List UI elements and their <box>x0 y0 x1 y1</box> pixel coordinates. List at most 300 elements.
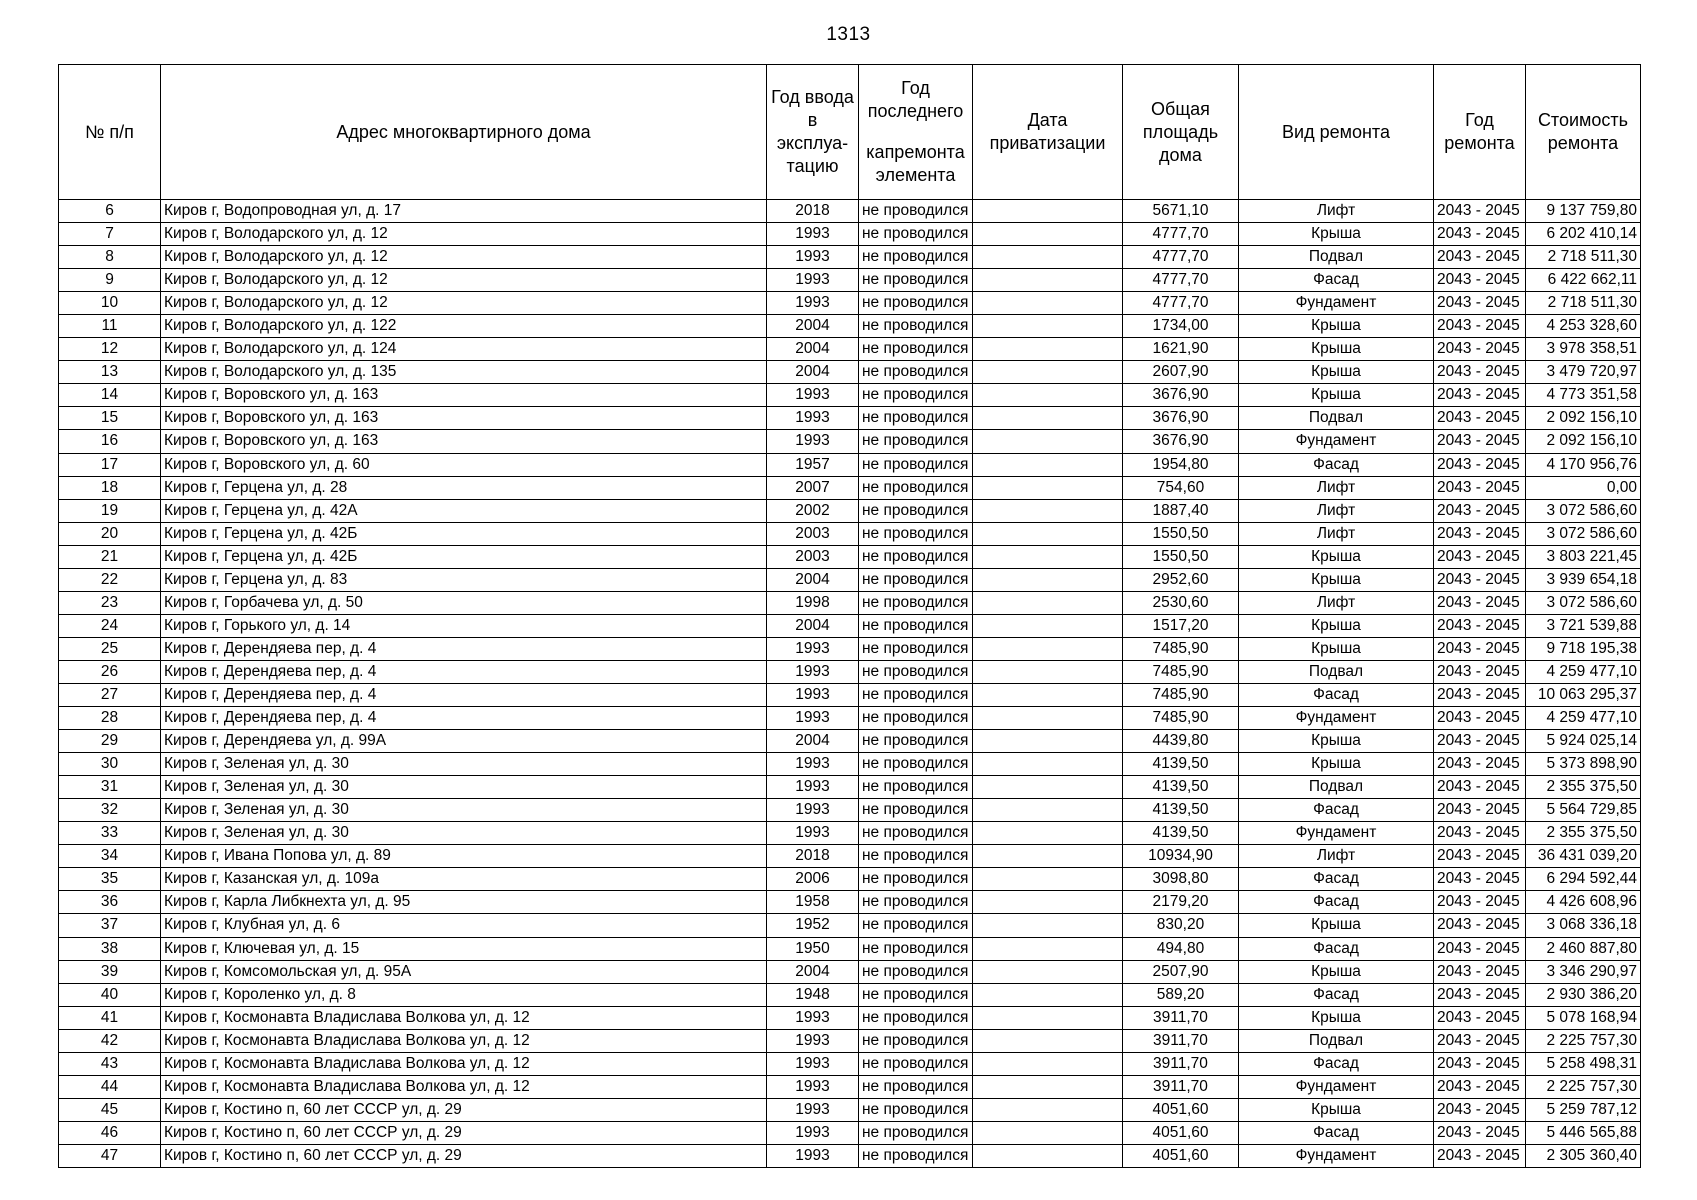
cell-repair-year: 2043 - 2045 <box>1434 292 1526 315</box>
cell-address: Киров г, Костино п, 60 лет СССР ул, д. 29 <box>161 1098 767 1121</box>
cell-privatization <box>973 338 1123 361</box>
cell-address: Киров г, Водопроводная ул, д. 17 <box>161 200 767 223</box>
cell-repair-year: 2043 - 2045 <box>1434 269 1526 292</box>
cell-repair-type: Крыша <box>1239 614 1434 637</box>
cell-num: 12 <box>59 338 161 361</box>
cell-num: 24 <box>59 614 161 637</box>
cell-privatization <box>973 200 1123 223</box>
cell-address: Киров г, Воровского ул, д. 163 <box>161 384 767 407</box>
cell-repair-year: 2043 - 2045 <box>1434 246 1526 269</box>
cell-repair-year: 2043 - 2045 <box>1434 960 1526 983</box>
cell-num: 27 <box>59 683 161 706</box>
cell-privatization <box>973 637 1123 660</box>
table-row <box>59 545 1641 568</box>
cell-address: Киров г, Воровского ул, д. 163 <box>161 430 767 453</box>
table-row <box>59 868 1641 891</box>
cell-num: 15 <box>59 407 161 430</box>
cell-repair-year: 2043 - 2045 <box>1434 937 1526 960</box>
cell-cost: 2 930 386,20 <box>1526 983 1641 1006</box>
cell-address: Киров г, Воровского ул, д. 163 <box>161 407 767 430</box>
cell-repair-type: Лифт <box>1239 476 1434 499</box>
cell-repair-year: 2043 - 2045 <box>1434 914 1526 937</box>
cell-num: 23 <box>59 591 161 614</box>
cell-last-repair: не проводился <box>859 707 973 730</box>
cell-repair-year: 2043 - 2045 <box>1434 1144 1526 1167</box>
cell-last-repair: не проводился <box>859 1052 973 1075</box>
repair-registry-table <box>58 64 1641 1168</box>
cell-area: 4777,70 <box>1123 223 1239 246</box>
cell-area: 4139,50 <box>1123 822 1239 845</box>
cell-year-built: 1950 <box>767 937 859 960</box>
cell-year-built: 2003 <box>767 545 859 568</box>
cell-num: 30 <box>59 753 161 776</box>
cell-repair-type: Крыша <box>1239 1006 1434 1029</box>
cell-address: Киров г, Зеленая ул, д. 30 <box>161 799 767 822</box>
cell-address: Киров г, Герцена ул, д. 42Б <box>161 522 767 545</box>
cell-year-built: 2004 <box>767 338 859 361</box>
table-row <box>59 614 1641 637</box>
cell-address: Киров г, Дерендяева пер, д. 4 <box>161 637 767 660</box>
cell-last-repair: не проводился <box>859 614 973 637</box>
table-row <box>59 1029 1641 1052</box>
cell-address: Киров г, Ивана Попова ул, д. 89 <box>161 845 767 868</box>
cell-repair-year: 2043 - 2045 <box>1434 614 1526 637</box>
cell-privatization <box>973 1098 1123 1121</box>
cell-repair-type: Лифт <box>1239 845 1434 868</box>
cell-year-built: 1948 <box>767 983 859 1006</box>
cell-last-repair: не проводился <box>859 338 973 361</box>
cell-address: Киров г, Герцена ул, д. 83 <box>161 568 767 591</box>
cell-area: 4139,50 <box>1123 799 1239 822</box>
cell-repair-type: Подвал <box>1239 1029 1434 1052</box>
header-last-repair-top: Год последнего <box>867 78 964 121</box>
cell-privatization <box>973 591 1123 614</box>
cell-last-repair: не проводился <box>859 914 973 937</box>
cell-cost: 5 373 898,90 <box>1526 753 1641 776</box>
cell-area: 7485,90 <box>1123 660 1239 683</box>
cell-cost: 3 068 336,18 <box>1526 914 1641 937</box>
table-row <box>59 937 1641 960</box>
cell-cost: 36 431 039,20 <box>1526 845 1641 868</box>
cell-cost: 5 259 787,12 <box>1526 1098 1641 1121</box>
header-repair-year: Год ремонта <box>1434 65 1526 200</box>
cell-privatization <box>973 292 1123 315</box>
table-row <box>59 246 1641 269</box>
cell-repair-type: Фундамент <box>1239 822 1434 845</box>
cell-repair-year: 2043 - 2045 <box>1434 983 1526 1006</box>
cell-num: 43 <box>59 1052 161 1075</box>
cell-area: 1621,90 <box>1123 338 1239 361</box>
header-address: Адрес многоквартирного дома <box>161 65 767 200</box>
cell-year-built: 1958 <box>767 891 859 914</box>
cell-address: Киров г, Горбачева ул, д. 50 <box>161 591 767 614</box>
cell-area: 754,60 <box>1123 476 1239 499</box>
cell-repair-type: Крыша <box>1239 960 1434 983</box>
cell-repair-type: Подвал <box>1239 407 1434 430</box>
cell-repair-type: Крыша <box>1239 315 1434 338</box>
cell-area: 7485,90 <box>1123 637 1239 660</box>
table-row <box>59 683 1641 706</box>
cell-num: 7 <box>59 223 161 246</box>
cell-repair-year: 2043 - 2045 <box>1434 868 1526 891</box>
cell-privatization <box>973 937 1123 960</box>
cell-num: 21 <box>59 545 161 568</box>
cell-year-built: 1993 <box>767 1006 859 1029</box>
cell-cost: 9 137 759,80 <box>1526 200 1641 223</box>
cell-last-repair: не проводился <box>859 799 973 822</box>
cell-repair-year: 2043 - 2045 <box>1434 223 1526 246</box>
cell-repair-type: Крыша <box>1239 384 1434 407</box>
cell-cost: 9 718 195,38 <box>1526 637 1641 660</box>
table-row <box>59 1098 1641 1121</box>
cell-address: Киров г, Зеленая ул, д. 30 <box>161 776 767 799</box>
cell-privatization <box>973 1052 1123 1075</box>
cell-cost: 3 072 586,60 <box>1526 522 1641 545</box>
cell-privatization <box>973 453 1123 476</box>
cell-repair-year: 2043 - 2045 <box>1434 315 1526 338</box>
cell-privatization <box>973 822 1123 845</box>
cell-area: 2179,20 <box>1123 891 1239 914</box>
cell-year-built: 1998 <box>767 591 859 614</box>
cell-address: Киров г, Герцена ул, д. 42А <box>161 499 767 522</box>
cell-privatization <box>973 361 1123 384</box>
cell-cost: 3 072 586,60 <box>1526 591 1641 614</box>
cell-last-repair: не проводился <box>859 315 973 338</box>
cell-num: 26 <box>59 660 161 683</box>
table-row <box>59 1006 1641 1029</box>
cell-last-repair: не проводился <box>859 1098 973 1121</box>
cell-cost: 4 259 477,10 <box>1526 660 1641 683</box>
cell-num: 44 <box>59 1075 161 1098</box>
cell-repair-year: 2043 - 2045 <box>1434 845 1526 868</box>
cell-area: 4139,50 <box>1123 753 1239 776</box>
cell-repair-year: 2043 - 2045 <box>1434 1075 1526 1098</box>
cell-cost: 3 072 586,60 <box>1526 499 1641 522</box>
cell-privatization <box>973 246 1123 269</box>
cell-num: 29 <box>59 730 161 753</box>
table-row <box>59 983 1641 1006</box>
cell-cost: 4 773 351,58 <box>1526 384 1641 407</box>
cell-address: Киров г, Костино п, 60 лет СССР ул, д. 29 <box>161 1121 767 1144</box>
cell-year-built: 2004 <box>767 960 859 983</box>
cell-last-repair: не проводился <box>859 246 973 269</box>
cell-cost: 5 446 565,88 <box>1526 1121 1641 1144</box>
cell-repair-type: Крыша <box>1239 1098 1434 1121</box>
cell-address: Киров г, Космонавта Владислава Волкова ул, д. 12 <box>161 1029 767 1052</box>
cell-cost: 2 225 757,30 <box>1526 1029 1641 1052</box>
table-header-row <box>59 65 1641 200</box>
cell-repair-type: Крыша <box>1239 545 1434 568</box>
cell-repair-type: Лифт <box>1239 499 1434 522</box>
cell-repair-type: Фасад <box>1239 868 1434 891</box>
cell-repair-year: 2043 - 2045 <box>1434 476 1526 499</box>
cell-privatization <box>973 1121 1123 1144</box>
table-row <box>59 1052 1641 1075</box>
cell-cost: 2 225 757,30 <box>1526 1075 1641 1098</box>
cell-area: 7485,90 <box>1123 707 1239 730</box>
cell-area: 3098,80 <box>1123 868 1239 891</box>
cell-repair-type: Крыша <box>1239 568 1434 591</box>
cell-repair-type: Фасад <box>1239 983 1434 1006</box>
cell-last-repair: не проводился <box>859 361 973 384</box>
cell-year-built: 2018 <box>767 845 859 868</box>
cell-privatization <box>973 614 1123 637</box>
cell-cost: 3 803 221,45 <box>1526 545 1641 568</box>
cell-year-built: 1993 <box>767 407 859 430</box>
cell-last-repair: не проводился <box>859 430 973 453</box>
cell-last-repair: не проводился <box>859 1121 973 1144</box>
cell-area: 3911,70 <box>1123 1006 1239 1029</box>
table-row <box>59 914 1641 937</box>
cell-last-repair: не проводился <box>859 983 973 1006</box>
cell-num: 36 <box>59 891 161 914</box>
table-row <box>59 960 1641 983</box>
cell-year-built: 1993 <box>767 1052 859 1075</box>
cell-last-repair: не проводился <box>859 499 973 522</box>
cell-last-repair: не проводился <box>859 200 973 223</box>
cell-repair-year: 2043 - 2045 <box>1434 338 1526 361</box>
cell-year-built: 1993 <box>767 384 859 407</box>
cell-repair-year: 2043 - 2045 <box>1434 545 1526 568</box>
header-last-repair <box>859 65 973 200</box>
header-num: № п/п <box>59 65 161 200</box>
cell-address: Киров г, Володарского ул, д. 12 <box>161 292 767 315</box>
cell-num: 18 <box>59 476 161 499</box>
cell-privatization <box>973 707 1123 730</box>
cell-repair-year: 2043 - 2045 <box>1434 499 1526 522</box>
cell-address: Киров г, Короленко ул, д. 8 <box>161 983 767 1006</box>
cell-address: Киров г, Герцена ул, д. 28 <box>161 476 767 499</box>
cell-year-built: 1952 <box>767 914 859 937</box>
cell-area: 3911,70 <box>1123 1029 1239 1052</box>
cell-repair-type: Крыша <box>1239 753 1434 776</box>
cell-repair-year: 2043 - 2045 <box>1434 1098 1526 1121</box>
cell-privatization <box>973 430 1123 453</box>
cell-privatization <box>973 683 1123 706</box>
cell-address: Киров г, Дерендяева пер, д. 4 <box>161 683 767 706</box>
cell-area: 1550,50 <box>1123 522 1239 545</box>
cell-cost: 3 939 654,18 <box>1526 568 1641 591</box>
cell-year-built: 2002 <box>767 499 859 522</box>
cell-year-built: 2018 <box>767 200 859 223</box>
table-row <box>59 407 1641 430</box>
cell-area: 3676,90 <box>1123 407 1239 430</box>
cell-repair-year: 2043 - 2045 <box>1434 200 1526 223</box>
cell-repair-year: 2043 - 2045 <box>1434 1006 1526 1029</box>
cell-privatization <box>973 730 1123 753</box>
cell-address: Киров г, Воровского ул, д. 60 <box>161 453 767 476</box>
cell-last-repair: не проводился <box>859 660 973 683</box>
table-row <box>59 660 1641 683</box>
cell-num: 9 <box>59 269 161 292</box>
cell-repair-type: Фундамент <box>1239 430 1434 453</box>
cell-area: 4777,70 <box>1123 246 1239 269</box>
cell-cost: 3 978 358,51 <box>1526 338 1641 361</box>
cell-privatization <box>973 223 1123 246</box>
cell-cost: 3 479 720,97 <box>1526 361 1641 384</box>
cell-num: 41 <box>59 1006 161 1029</box>
header-last-repair-bottom: капремонта элемента <box>866 142 965 185</box>
cell-last-repair: не проводился <box>859 868 973 891</box>
cell-area: 2530,60 <box>1123 591 1239 614</box>
cell-repair-type: Лифт <box>1239 522 1434 545</box>
table-body <box>59 200 1641 1168</box>
cell-last-repair: не проводился <box>859 453 973 476</box>
cell-area: 4439,80 <box>1123 730 1239 753</box>
cell-num: 37 <box>59 914 161 937</box>
cell-address: Киров г, Володарского ул, д. 135 <box>161 361 767 384</box>
cell-address: Киров г, Клубная ул, д. 6 <box>161 914 767 937</box>
cell-repair-year: 2043 - 2045 <box>1434 730 1526 753</box>
table-row <box>59 822 1641 845</box>
cell-privatization <box>973 914 1123 937</box>
cell-repair-type: Крыша <box>1239 223 1434 246</box>
cell-num: 19 <box>59 499 161 522</box>
cell-repair-year: 2043 - 2045 <box>1434 361 1526 384</box>
cell-year-built: 1993 <box>767 269 859 292</box>
table-row <box>59 1075 1641 1098</box>
table-row <box>59 338 1641 361</box>
cell-num: 45 <box>59 1098 161 1121</box>
cell-address: Киров г, Володарского ул, д. 12 <box>161 223 767 246</box>
cell-last-repair: не проводился <box>859 753 973 776</box>
cell-repair-type: Фасад <box>1239 891 1434 914</box>
table-row <box>59 637 1641 660</box>
cell-privatization <box>973 960 1123 983</box>
cell-cost: 5 078 168,94 <box>1526 1006 1641 1029</box>
cell-address: Киров г, Космонавта Владислава Волкова ул, д. 12 <box>161 1075 767 1098</box>
cell-year-built: 1957 <box>767 453 859 476</box>
cell-repair-type: Крыша <box>1239 338 1434 361</box>
cell-repair-type: Фасад <box>1239 269 1434 292</box>
cell-privatization <box>973 499 1123 522</box>
cell-repair-year: 2043 - 2045 <box>1434 591 1526 614</box>
cell-last-repair: не проводился <box>859 891 973 914</box>
cell-area: 4051,60 <box>1123 1121 1239 1144</box>
cell-year-built: 1993 <box>767 223 859 246</box>
table-row <box>59 384 1641 407</box>
cell-repair-year: 2043 - 2045 <box>1434 753 1526 776</box>
cell-address: Киров г, Герцена ул, д. 42Б <box>161 545 767 568</box>
cell-area: 1550,50 <box>1123 545 1239 568</box>
cell-area: 10934,90 <box>1123 845 1239 868</box>
cell-last-repair: не проводился <box>859 1029 973 1052</box>
cell-privatization <box>973 1006 1123 1029</box>
cell-privatization <box>973 799 1123 822</box>
cell-cost: 4 426 608,96 <box>1526 891 1641 914</box>
cell-year-built: 2004 <box>767 614 859 637</box>
cell-cost: 6 294 592,44 <box>1526 868 1641 891</box>
cell-area: 3676,90 <box>1123 430 1239 453</box>
cell-privatization <box>973 476 1123 499</box>
table-row <box>59 707 1641 730</box>
header-repair-type: Вид ремонта <box>1239 65 1434 200</box>
cell-cost: 2 355 375,50 <box>1526 776 1641 799</box>
cell-address: Киров г, Комсомольская ул, д. 95А <box>161 960 767 983</box>
cell-repair-type: Подвал <box>1239 246 1434 269</box>
cell-privatization <box>973 1029 1123 1052</box>
table-row <box>59 753 1641 776</box>
cell-cost: 0,00 <box>1526 476 1641 499</box>
cell-last-repair: не проводился <box>859 522 973 545</box>
cell-cost: 3 721 539,88 <box>1526 614 1641 637</box>
cell-area: 589,20 <box>1123 983 1239 1006</box>
cell-cost: 2 718 511,30 <box>1526 246 1641 269</box>
cell-num: 14 <box>59 384 161 407</box>
cell-num: 10 <box>59 292 161 315</box>
table-row <box>59 522 1641 545</box>
cell-num: 38 <box>59 937 161 960</box>
cell-last-repair: не проводился <box>859 269 973 292</box>
cell-num: 11 <box>59 315 161 338</box>
cell-privatization <box>973 568 1123 591</box>
cell-repair-type: Фундамент <box>1239 1144 1434 1167</box>
cell-cost: 5 924 025,14 <box>1526 730 1641 753</box>
cell-last-repair: не проводился <box>859 591 973 614</box>
cell-repair-type: Фасад <box>1239 453 1434 476</box>
table-row <box>59 591 1641 614</box>
cell-year-built: 1993 <box>767 246 859 269</box>
cell-cost: 10 063 295,37 <box>1526 683 1641 706</box>
cell-num: 8 <box>59 246 161 269</box>
cell-privatization <box>973 545 1123 568</box>
cell-year-built: 2004 <box>767 730 859 753</box>
cell-year-built: 1993 <box>767 822 859 845</box>
cell-num: 35 <box>59 868 161 891</box>
cell-num: 16 <box>59 430 161 453</box>
cell-area: 830,20 <box>1123 914 1239 937</box>
cell-repair-year: 2043 - 2045 <box>1434 1029 1526 1052</box>
header-privatization: Дата приватизации <box>973 65 1123 200</box>
cell-year-built: 1993 <box>767 799 859 822</box>
cell-last-repair: не проводился <box>859 776 973 799</box>
cell-year-built: 1993 <box>767 753 859 776</box>
cell-last-repair: не проводился <box>859 476 973 499</box>
table-row <box>59 799 1641 822</box>
cell-cost: 2 460 887,80 <box>1526 937 1641 960</box>
cell-address: Киров г, Костино п, 60 лет СССР ул, д. 29 <box>161 1144 767 1167</box>
cell-privatization <box>973 1075 1123 1098</box>
cell-repair-type: Фасад <box>1239 1052 1434 1075</box>
cell-repair-year: 2043 - 2045 <box>1434 384 1526 407</box>
cell-area: 1734,00 <box>1123 315 1239 338</box>
cell-area: 4139,50 <box>1123 776 1239 799</box>
cell-address: Киров г, Горького ул, д. 14 <box>161 614 767 637</box>
cell-address: Киров г, Карла Либкнехта ул, д. 95 <box>161 891 767 914</box>
cell-repair-year: 2043 - 2045 <box>1434 660 1526 683</box>
cell-area: 2952,60 <box>1123 568 1239 591</box>
cell-num: 32 <box>59 799 161 822</box>
cell-last-repair: не проводился <box>859 1144 973 1167</box>
cell-repair-year: 2043 - 2045 <box>1434 407 1526 430</box>
cell-last-repair: не проводился <box>859 683 973 706</box>
cell-year-built: 1993 <box>767 1144 859 1167</box>
table-row <box>59 1121 1641 1144</box>
cell-num: 47 <box>59 1144 161 1167</box>
cell-repair-type: Фасад <box>1239 799 1434 822</box>
cell-privatization <box>973 868 1123 891</box>
cell-repair-type: Фасад <box>1239 937 1434 960</box>
cell-address: Киров г, Ключевая ул, д. 15 <box>161 937 767 960</box>
cell-num: 33 <box>59 822 161 845</box>
cell-repair-year: 2043 - 2045 <box>1434 707 1526 730</box>
cell-repair-year: 2043 - 2045 <box>1434 1052 1526 1075</box>
cell-repair-type: Фасад <box>1239 683 1434 706</box>
cell-num: 22 <box>59 568 161 591</box>
cell-cost: 5 564 729,85 <box>1526 799 1641 822</box>
cell-area: 1517,20 <box>1123 614 1239 637</box>
cell-num: 6 <box>59 200 161 223</box>
